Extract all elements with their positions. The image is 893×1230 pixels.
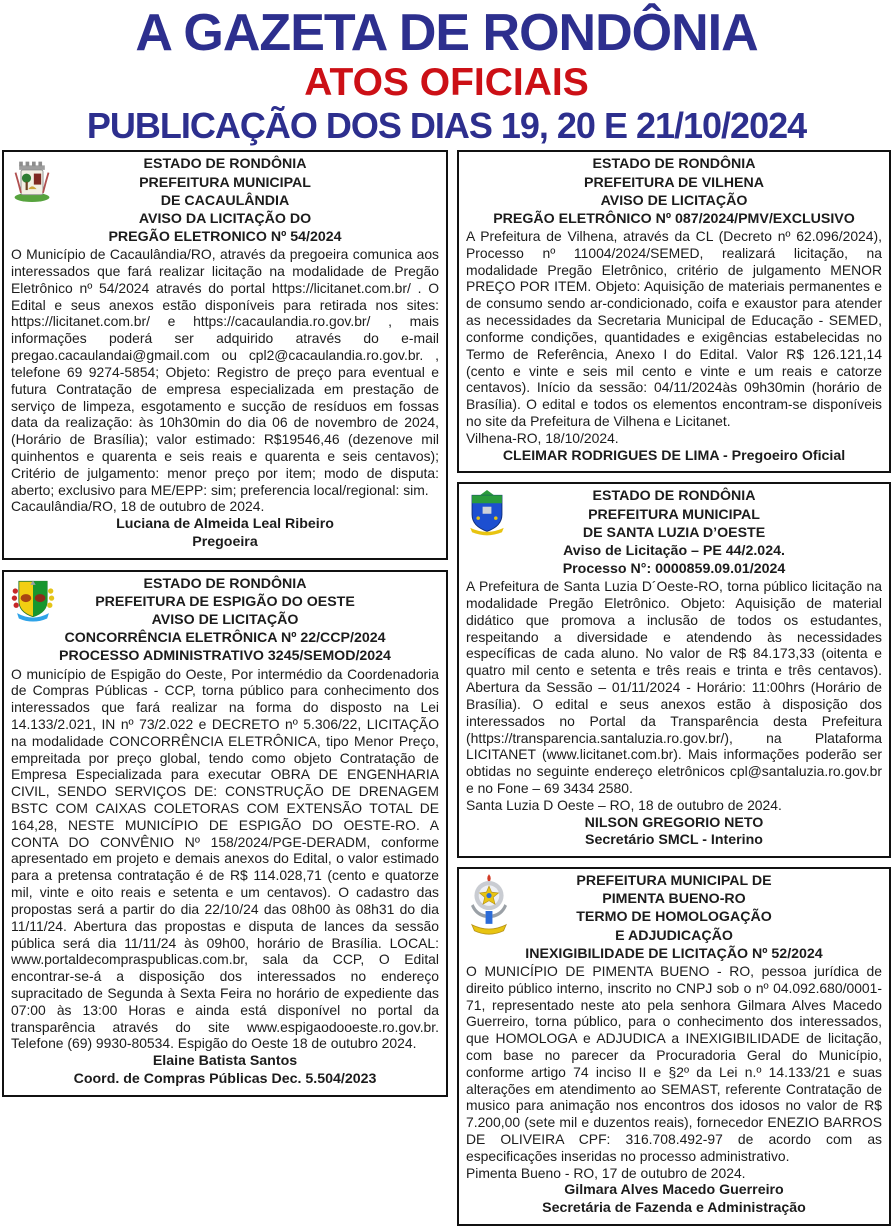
notice-signature <box>11 516 439 552</box>
notice-date-line: Cacaulândia/RO, 18 de outubro de 2024. <box>11 498 265 515</box>
right-column <box>457 150 891 1226</box>
pimenta-bueno-coat-of-arms-icon <box>465 873 513 937</box>
notice-date-line: Santa Luzia D Oeste – RO, 18 de outubro de 2024. <box>466 796 782 813</box>
notice-header-line: PREFEITURA DE ESPIGÃO DO OESTE <box>95 593 355 610</box>
notice-header-line: E ADJUDICAÇÃO <box>615 927 733 944</box>
notice-header-line: PREFEITURA MUNICIPAL DE <box>576 873 772 890</box>
signature-name: Luciana de Almeida Leal Ribeiro <box>116 516 334 533</box>
notice-header-line: DE CACAULÂNDIA <box>160 192 290 209</box>
notice-date-line: Vilhena-RO, 18/10/2024. <box>466 429 619 446</box>
masthead <box>2 6 891 144</box>
notice-body: A Prefeitura de Santa Luzia D´Oeste-RO, torna público licitação na modalidade Pregão Eletrônico. Objeto: Aquisição de material didático que promova a inclusão de todos os estudantes, respeitando a diversidade e atendendo às necessidades específicas de cada aluno. No valor de R$ 84.173,33 (oitenta e quatro mil cento e setenta e três reais e trinta e três centavos). Abertura da Sessão – 01/11/2024 - Horário: 11:00hrs (Horário de Brasília). O edital e seus anexos estão à disposição dos interessados no Portal da Transparência desta Prefeitura (https://transparencia.santaluzia.ro.gov.br/), na Plataforma LICITANET (www.licitanet.com.br). Mais informações poderão ser obtidas no seguinte endereço eletrônicos cpl@santaluzia.ro.gov.br e no Fone – 69 3434 2580. <box>466 578 882 796</box>
section-title: ATOS OFICIAIS <box>304 60 589 104</box>
notice-header-line: ESTADO DE RONDÔNIA <box>592 488 756 505</box>
notice-cacaulandia <box>2 150 448 559</box>
notice-header <box>466 487 882 578</box>
notice-vilhena <box>457 150 891 473</box>
notice-santa-luzia-doeste <box>457 482 891 858</box>
signature-role: Secretária de Fazenda e Administração <box>542 1200 806 1217</box>
cacaulandia-coat-of-arms-icon <box>10 156 54 204</box>
notice-signature <box>11 1053 439 1089</box>
notice-header-line: TERMO DE HOMOLOGAÇÃO <box>576 909 772 926</box>
signature-name: NILSON GREGORIO NETO <box>584 814 764 831</box>
signature-role: Coord. de Compras Públicas Dec. 5.504/2023 <box>73 1070 377 1087</box>
notice-header <box>11 575 439 666</box>
notice-header-line: ESTADO DE RONDÔNIA <box>143 156 307 173</box>
notice-espigao-do-oeste <box>2 570 448 1097</box>
signature-name: Gilmara Alves Macedo Guerreiro <box>564 1182 784 1199</box>
notice-header <box>466 872 882 963</box>
notice-header-line: CONCORRÊNCIA ELETRÔNICA Nº 22/CCP/2024 <box>64 630 386 647</box>
notice-header-line: Processo N°: 0000859.09.01/2024 <box>562 561 786 578</box>
notice-header-line: PREFEITURA MUNICIPAL <box>139 174 311 191</box>
notice-body: O Município de Cacaulândia/RO, através da pregoeira comunica aos interessados que fará realizar licitação na modalidade de Pregão Eletrônico nº 54/2024 através do portal https://licitanet.com.br/ . O Edital e seus anexos estão disponíveis para retirada nos sites: https://licitanet.com.br/ e https://cacaulandia.ro.gov.br/ , mais informações poderá ser adquirido através do e-mail pregao.cacaulandai@gmail.com ou cpl2@cacaulandia.ro.gov.br. , telefone 69 9274-5854; Objeto: Registro de preço para eventual e futura Contratação de empresa especializada em prestação de serviço de limpeza, esgotamento e sucção de resíduos em fossas data da realização: às 10h30min do dia 06 de novembro de 2024, (Horário de Brasília); valor estimado: R$19546,46 (dezenove mil quinhentos e quarenta e seis reais e quarenta e seis centavos); Critério de julgamento: menor preço por item; modo de disputa: aberto; exclusivo para ME/EPP: sim; preferencia local/regional: sim. <box>11 246 439 498</box>
notice-header-line: Aviso de Licitação – PE 44/2.024. <box>563 542 785 559</box>
notice-header-line: AVISO DE LICITAÇÃO <box>600 192 748 209</box>
signature-name: Elaine Batista Santos <box>152 1053 298 1070</box>
notice-header-line: AVISO DE LICITAÇÃO <box>151 612 299 629</box>
notice-header-line: PREFEITURA DE VILHENA <box>584 174 764 191</box>
notice-header-line: AVISO DA LICITAÇÃO DO <box>138 210 312 227</box>
signature-name: CLEIMAR RODRIGUES DE LIMA - Pregoeiro Oficial <box>502 447 846 464</box>
notice-date-line: Pimenta Bueno - RO, 17 de outubro de 2024. <box>466 1164 746 1181</box>
notice-pimenta-bueno <box>457 867 891 1226</box>
notice-header-line: ESTADO DE RONDÔNIA <box>143 575 307 592</box>
notice-header-line: INEXIGIBILIDADE DE LICITAÇÃO Nº 52/2024 <box>525 945 823 962</box>
notice-signature <box>466 815 882 851</box>
left-column <box>2 150 448 1096</box>
notice-body: A Prefeitura de Vilhena, através da CL (Decreto nº 62.096/2024), Processo nº 11004/2024/SEMED, realizará licitação, na modalidade Pregão Eletrônico, critério de julgamento MENOR PREÇO POR ITEM. Objeto: Aquisição de materiais permanentes e de consumo sendo ar-condicionado, coifa e exaustor para atender as necessidades da Secretaria Municipal de Educação - SEMED, conforme condições, quantidades e exigências estabelecidas no Termo de Referência, Anexo I do Edital. Valor R$ 126.121,14 (cento e vinte e seis mil cento e vinte e um reais e catorze centavos). Início da sessão: 04/11/2024às 09h30min (horário de Brasília). O edital e todos os elementos encontram-se disponíveis no site da Prefeitura de Vilhena e Licitanet. <box>466 228 882 429</box>
espigao-do-oeste-coat-of-arms-icon <box>10 576 56 622</box>
notice-header-line: PIMENTA BUENO-RO <box>602 891 746 908</box>
notice-body: O MUNICÍPIO DE PIMENTA BUENO - RO, pessoa jurídica de direito público interno, inscrito no CNPJ sob o nº 04.092.680/0001-71, representado neste ato pela senhora Gilmara Alves Macedo Guerreiro, torna público, para o conhecimento dos interessados, que HOMOLOGA e ADJUDICA a INEXIGIBILIDADE de licitação, com base no parecer da Procuradoria Geral do Município, conforme artigo 74 inciso II e §2º da Lei n.º 14.133/21 e suas alterações em atendimento ao SEMAST, referente Contratação de musico para animação nos encontros dos idosos no valor de R$ 7.200,00 (sete mil e duzentos reais), fornecedor ENEZIO BARROS DE OLIVEIRA CPF: 316.708.492-97 de acordo com as especificações inseridas no processo administrativo. <box>466 962 882 1164</box>
notice-header-line: ESTADO DE RONDÔNIA <box>592 156 756 173</box>
notice-header-line: PREGÃO ELETRONICO Nº 54/2024 <box>108 229 342 246</box>
newspaper-title: A GAZETA DE RONDÔNIA <box>135 4 758 62</box>
signature-role: Secretário SMCL - Interino <box>585 832 763 849</box>
notice-signature <box>466 1182 882 1218</box>
publication-dates: PUBLICAÇÃO DOS DIAS 19, 20 E 21/10/2024 <box>86 104 807 146</box>
notice-header-line: PROCESSO ADMINISTRATIVO 3245/SEMOD/2024 <box>59 648 391 665</box>
santa-luzia-doeste-coat-of-arms-icon <box>465 488 509 536</box>
notice-header-line: DE SANTA LUZIA D’OESTE <box>582 524 766 541</box>
signature-role: Pregoeira <box>192 533 258 550</box>
notice-header <box>466 155 882 228</box>
notice-header <box>11 155 439 246</box>
notice-signature <box>466 448 882 466</box>
notice-header-line: PREFEITURA MUNICIPAL <box>588 506 760 523</box>
notice-header-line: PREGÃO ELETRÔNICO Nº 087/2024/PMV/EXCLUSIVO <box>493 210 855 227</box>
notice-body: O município de Espigão do Oeste, Por intermédio da Coordenadoria de Compras Públicas - CCP, torna público para conhecimento dos interessados que fará realizar na forma do disposto na Lei 14.133/2.021, IN nº 73/2.022 e DECRETO nº 5.306/22, LICITAÇÃO na modalidade CONCORRÊNCIA ELETRÔNICA, tipo Menor Preço, empreitada por preço global, tendo como objeto Contratação de Empresa Especializada para executar OBRA DE ENGENHARIA CIVIL, SENDO SERVIÇOS DE: CONSTRUÇÃO DE DRENAGEM BSTC COM CAIXAS COLETORAS COM EXTENSÃO TOTAL DE 164,28, NESTE MUNICÍPIO DE ESPIGÃO DO OESTE-RO. A CONTA DO CONVÊNIO Nº 158/2024/PGE-DERADM, conforme apresentado em projeto e demais anexos do Edital, o valor estimado para a pretensa contratação é de R$ 114.028,71 (cento e quatorze mil, vinte e oito reais e setenta e um centavos). O cadastro das propostas será a partir do dia 22/10/24 das 08h00 às 08h31 do dia 11/11/24. Abertura das propostas e disputa de lances da sessão pública será dia 11/11/24 às 09h00, horário de Brasília. LOCAL: www.portaldecompraspublicas.com.br, sala da CCP, O Edital encontrar-se-á a disposição dos interessados no endereço supracitado de Segunda à Sexta Feira no horário de expediente das 07:00 às 13:00 Horas e ainda está disponível no portal da transparência através do site www.espigaodooeste.ro.gov.br. Telefone (69) 9930-80534. Espigão do Oeste 18 de outubro 2024. <box>11 665 439 1052</box>
notice-columns <box>2 150 891 1226</box>
